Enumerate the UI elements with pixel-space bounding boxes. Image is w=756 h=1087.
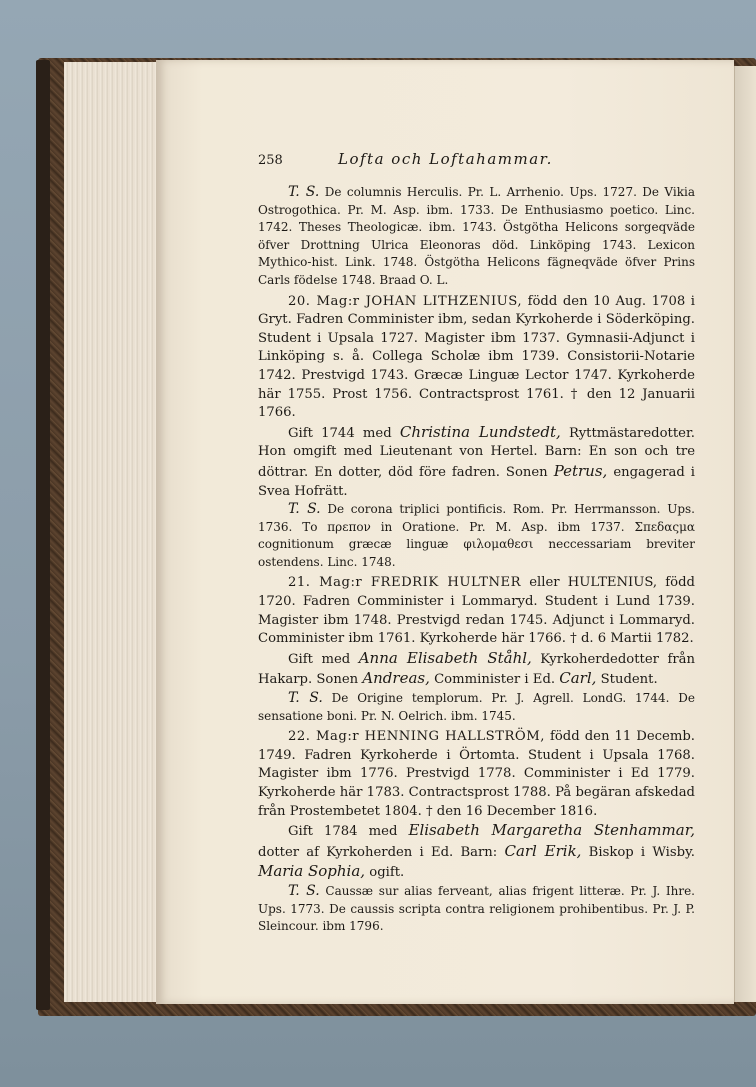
paragraph-text: Comminister i Ed.	[429, 672, 560, 688]
child-name: Carl,	[559, 669, 597, 688]
paragraph-text: Gift 1744 med	[288, 425, 400, 441]
page-number: 258	[258, 153, 283, 168]
ts-label: T. S.	[288, 184, 320, 200]
paragraph-text: engagerad i Svea Hofrätt.	[258, 464, 695, 499]
paragraph-text: född den 11 Decemb. 1749. Fadren Kyrkoherde i Örtomta. Student i Upsala 1768. Magister ibm 1776. Prestvigd 1778. Comminister i Ed 1779. Kyrkoherde här 1783. Contractsprost 1788. På begäran afskedad från Prostembetet 1804. † den 16 December 1816.	[258, 729, 695, 819]
entry-heading: 20. Mag:r JOHAN LITHZENIUS,	[288, 293, 523, 309]
paragraph-text: dotter af Kyrkoherden i Ed. Barn:	[258, 844, 505, 860]
publications-paragraph	[258, 690, 695, 725]
spouse-name: Christina Lundstedt,	[399, 422, 561, 441]
paragraph-text: De columnis Herculis. Pr. L. Arrhenio. Ups. 1727. De Vikia Ostrogothica. Pr. M. Asp. ibm. 1733. De Enthusiasmo poetico. Linc. 1742. Theses Theologicæ. ibm. 1743. Östgötha Helicons sorgeqväde öfver Drottning Ulrica Eleonoras död. Linköping 1743. Lexicon Mythico-hist. Link. 1748. Östgötha Helicons fägneqväde öfver Prins Carls födelse 1748. Braad O. L.	[258, 185, 695, 287]
biography-entry	[258, 293, 695, 423]
biography-entry	[258, 574, 695, 648]
paragraph-text: Biskop i Wisby.	[581, 844, 696, 860]
publications-paragraph	[258, 883, 695, 936]
child-name: Petrus,	[553, 461, 608, 480]
child-name: Andreas,	[362, 669, 430, 688]
child-name: Maria Sophia,	[258, 862, 366, 881]
page-edges	[64, 62, 161, 1002]
paragraph-text: De corona triplici pontificis. Rom. Pr. Herrmansson. Ups. 1736. Το πρεπον in Oratione. Pr. M. Asp. ibm 1737. Σπεδαςμα cognitionum græcæ linguæ φιλομαθεσι neccessariam breviter ostendens. Linc. 1748.	[258, 502, 695, 569]
ts-label: T. S.	[288, 690, 323, 707]
paragraph-text: Ryttmästaredotter. Hon omgift med Lieutenant von Hertel. Barn: En son och tre döttrar. En dotter, död före fadren. Sonen	[258, 425, 695, 480]
paragraph-text: född den 10 Aug. 1708 i Gryt. Fadren Comminister ibm, sedan Kyrkoherde i Söderköping. Student i Upsala 1727. Magister ibm 1737. Gymnasii-Adjunct i Linköping s. å. Collega Scholæ ibm 1739. Consistorii-Notarie 1742. Prestvigd 1743. Græcæ Linguæ Lector 1747. Kyrkoherde här 1755. Prost 1756. Contractsprost 1761. † den 12 Januarii 1766.	[258, 293, 696, 421]
paragraph-text: Gift med	[288, 651, 359, 667]
paragraph-text: Student.	[596, 672, 658, 688]
biography-entry	[258, 728, 695, 821]
facing-page-edge	[734, 66, 756, 1002]
publications-paragraph	[258, 184, 695, 290]
running-title: Lofta och Loftahammar.	[338, 150, 553, 168]
entry-heading: 21. Mag:r FREDRIK HULTNER	[288, 575, 522, 591]
page-content	[258, 150, 695, 936]
marriage-paragraph	[258, 649, 695, 690]
paragraph-text: eller HULTENIUS, född 1720. Fadren Comminister i Lommaryd. Student i Lund 1739. Magister ibm 1748. Prestvigd redan 1745. Adjunct i Lommaryd. Comminister ibm 1761. Kyrkoherde här 1766. † d. 6 Martii 1782.	[258, 575, 695, 647]
publications-paragraph	[258, 501, 695, 571]
child-name: Carl Erik,	[504, 841, 582, 860]
paragraph-text: Caussæ sur alias ferveant, alias frigent litteræ. Pr. J. Ihre. Ups. 1773. De caussis scripta contra religionem prohibentibus. Pr. J. P. Sleincour. ibm 1796.	[258, 883, 695, 934]
paragraph-text: De Origine templorum. Pr. J. Agrell. LondG. 1744. De sensatione boni. Pr. N. Oelrich. ibm. 1745.	[258, 691, 695, 723]
ts-label: T. S.	[288, 501, 321, 518]
paragraph-text: ogift.	[365, 865, 405, 881]
page-header	[258, 150, 695, 172]
paragraph-text: Kyrkoherdedotter från Hakarp. Sonen	[258, 651, 695, 688]
marriage-paragraph	[258, 423, 695, 501]
spouse-name: Anna Elisabeth Ståhl,	[358, 648, 532, 667]
ts-label: T. S.	[288, 882, 320, 899]
book-spine	[36, 60, 50, 1010]
spouse-name: Elisabeth Margaretha Stenhammar,	[408, 821, 695, 840]
marriage-paragraph	[258, 821, 695, 883]
entry-heading: 22. Mag:r HENNING HALLSTRÖM,	[288, 729, 545, 745]
paragraph-text: Gift 1784 med	[288, 824, 409, 840]
